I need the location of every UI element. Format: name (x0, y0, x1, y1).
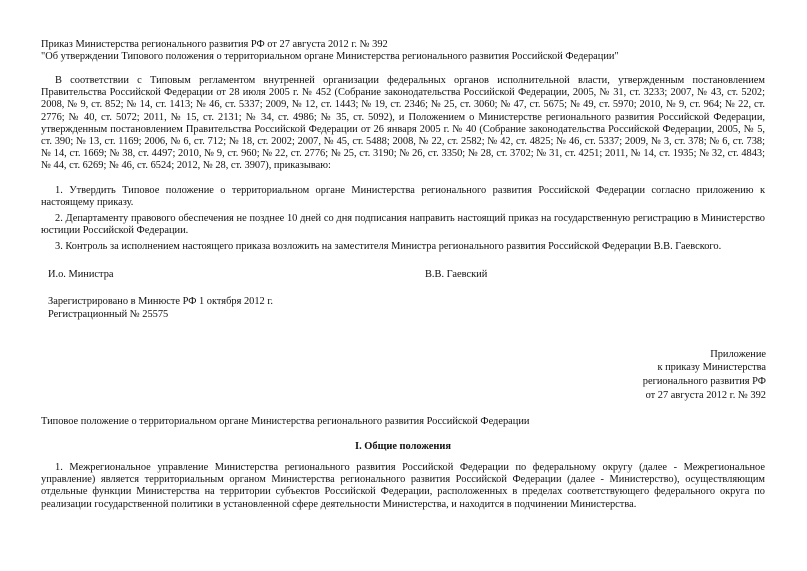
signature-title: И.о. Министра (48, 269, 114, 280)
section1-paragraph1: 1. Межрегиональное управление Министерства регионального развития Российской Федерации по федеральному округу (далее - Межрегиональное управление) является территориальным органом Министерства регионального развития Российской Федерации (далее - Министерство), осуществляющим отдельные функции Министерства на территории субъектов Российской Федерации, расположенных в пределах соответствующего федерального округа по реализации государственной политики в установленной сфере деятельности Министерства, и находится в подчинении Министерства. (41, 462, 765, 510)
appendix-line3: регионального развития РФ (642, 376, 766, 387)
order-item-2: 2. Департаменту правового обеспечения не позднее 10 дней со дня подписания направить настоящий приказ на государственную регистрацию в Министерство юстиции Российской Федерации. (41, 213, 765, 237)
order-title-line1: Приказ Министерства регионального развития РФ от 27 августа 2012 г. № 392 (41, 39, 388, 50)
signature-name: В.В. Гаевский (425, 269, 488, 280)
preamble-paragraph: В соответствии с Типовым регламентом внутренней организации федеральных органов исполнительной власти, утвержденным постановлением Правительства Российской Федерации от 28 июля 2005 г. № 452 (Собрание законодательства Российской Федерации, 2005, № 31, ст. 3233; 2007, № 43, ст. 5202; 2008, № 9, ст. 852; № 14, ст. 1413; № 46, ст. 5337; 2009, № 12, ст. 1443; № 19, ст. 2346; № 25, ст. 3060; № 47, ст. 5675; № 49, ст. 5970; 2010, № 9, ст. 964; № 22, ст. 2776; № 40, ст. 5072; 2011, № 15, ст. 2131; № 34, ст. 4986; № 35, ст. 5092), и Положением о Министерстве регионального развития Российской Федерации, утвержденным постановлением Правительства Российской Федерации от 26 января 2005 г. № 40 (Собрание законодательства Российской Федерации, 2005, № 5, ст. 390; № 13, ст. 1169; 2006, № 6, ст. 712; № 18, ст. 2002; 2007, № 45, ст. 5488; 2008, № 22, ст. 2582; № 42, ст. 4825; № 46, ст. 5337; 2009, № 3, ст. 378; № 6, ст. 738; № 14, ст. 1669; № 38, ст. 4497; 2010, № 9, ст. 960; № 22, ст. 2776; № 25, ст. 3190; № 26, ст. 3350; № 28, ст. 3702; № 31, ст. 4251; 2011, № 14, ст. 1935; № 32, ст. 4843; № 44, ст. 6269; № 46, ст. 6524; 2012, № 28, ст. 3907), приказываю: (41, 75, 765, 172)
section-heading: I. Общие положения (355, 441, 451, 452)
registration-line1: Зарегистрировано в Минюсте РФ 1 октября 2012 г. (48, 296, 274, 307)
order-title-line2: "Об утверждении Типового положения о территориальном органе Министерства регионального развития Российской Федерации" (41, 51, 619, 62)
appendix-line1: Приложение (710, 349, 766, 360)
registration-line2: Регистрационный № 25575 (48, 309, 169, 320)
order-item-1: 1. Утвердить Типовое положение о территориальном органе Министерства регионального развития Российской Федерации согласно приложению к настоящему приказу. (41, 185, 765, 209)
appendix-line4: от 27 августа 2012 г. № 392 (645, 390, 766, 401)
order-item-3: 3. Контроль за исполнением настоящего приказа возложить на заместителя Министра регионального развития Российской Федерации В.В. Гаевского. (55, 241, 722, 252)
appendix-line2: к приказу Министерства (657, 362, 766, 373)
regulation-title: Типовое положение о территориальном органе Министерства регионального развития Российской Федерации (41, 416, 530, 427)
